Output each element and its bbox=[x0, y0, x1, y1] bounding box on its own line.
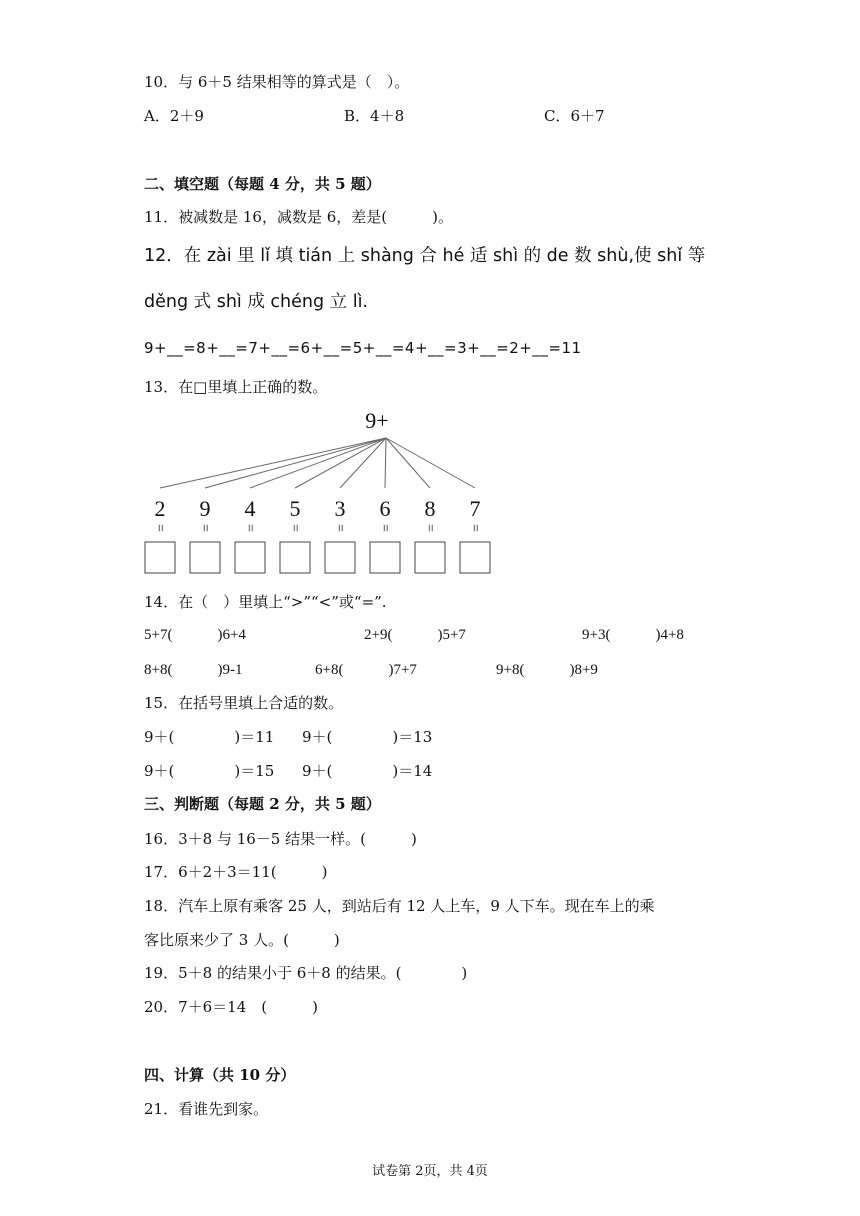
tree-branch-line bbox=[340, 438, 386, 488]
q12-line1: 12．在 zài 里 lǐ 填 tián 上 shàng 合 hé 适 shì 的 de 数 shù,使 shǐ 等 bbox=[144, 246, 706, 266]
q14-item-4: 8+8( )9-1 bbox=[144, 662, 243, 678]
tree-equals-sign: = bbox=[152, 524, 167, 532]
tree-number: 6 bbox=[379, 496, 391, 521]
tree-number: 4 bbox=[244, 496, 256, 521]
tree-branch-line bbox=[205, 438, 386, 488]
answer-box[interactable] bbox=[145, 542, 175, 573]
q18-line1: 18．汽车上原有乘客 25 人，到站后有 12 人上车，9 人下车。现在车上的乘 bbox=[144, 897, 655, 915]
tree-equals-sign: = bbox=[332, 524, 347, 532]
tree-equals-sign: = bbox=[422, 524, 437, 532]
q15-item-4: 9＋( )＝14 bbox=[302, 762, 433, 780]
tree-equals-sign: = bbox=[377, 524, 392, 532]
q19: 19．5＋8 的结果小于 6＋8 的结果。( ) bbox=[144, 964, 468, 982]
q14-stem: 14．在（ ）里填上“>”“<”或“=”. bbox=[144, 593, 387, 611]
answer-box[interactable] bbox=[460, 542, 490, 573]
q13-tree-diagram bbox=[140, 402, 500, 580]
tree-branch-line bbox=[160, 438, 386, 488]
tree-equals-sign: = bbox=[197, 524, 212, 532]
q10-stem: 10．与 6＋5 结果相等的算式是（ ）。 bbox=[144, 73, 410, 91]
q10-option-c: C．6＋7 bbox=[544, 107, 605, 125]
q10-option-b: B．4＋8 bbox=[344, 107, 405, 125]
tree-number: 3 bbox=[334, 496, 346, 521]
q17: 17．6＋2＋3＝11( ) bbox=[144, 863, 328, 881]
tree-branch-line bbox=[385, 438, 386, 488]
q15-stem: 15．在括号里填上合适的数。 bbox=[144, 694, 344, 712]
answer-box[interactable] bbox=[370, 542, 400, 573]
q18-line2: 客比原来少了 3 人。( ) bbox=[144, 931, 340, 949]
tree-branch-line bbox=[295, 438, 386, 488]
answer-box[interactable] bbox=[190, 542, 220, 573]
section4-heading: 四、计算（共 10 分） bbox=[144, 1066, 296, 1084]
q15-item-3: 9＋( )＝15 bbox=[144, 762, 275, 780]
section2-heading: 二、填空题（每题 4 分，共 5 题） bbox=[144, 175, 381, 193]
q12-equation: 9+__=8+__=7+__=6+__=5+__=4+__=3+__=2+__=11 bbox=[144, 339, 582, 357]
tree-branch-line bbox=[250, 438, 386, 488]
tree-number: 5 bbox=[289, 496, 301, 521]
q10-option-a: A．2＋9 bbox=[144, 107, 204, 125]
tree-number: 8 bbox=[424, 496, 436, 521]
q13-stem: 13．在□里填上正确的数。 bbox=[144, 378, 328, 396]
q15-item-2: 9＋( )＝13 bbox=[302, 728, 433, 746]
q12-line2: děng 式 shì 成 chéng 立 lì. bbox=[144, 292, 368, 312]
q20: 20．7＋6＝14 ( ) bbox=[144, 998, 318, 1016]
tree-number: 2 bbox=[154, 496, 166, 521]
tree-branch-line bbox=[386, 438, 475, 488]
q16: 16．3＋8 与 16－5 结果一样。( ) bbox=[144, 830, 417, 848]
q14-item-2: 2+9( )5+7 bbox=[364, 627, 466, 643]
q11: 11．被减数是 16，减数是 6，差是( )。 bbox=[144, 208, 453, 226]
tree-equals-sign: = bbox=[242, 524, 257, 532]
q15-item-1: 9＋( )＝11 bbox=[144, 728, 275, 746]
q21: 21．看谁先到家。 bbox=[144, 1100, 269, 1118]
answer-box[interactable] bbox=[415, 542, 445, 573]
tree-branch-line bbox=[386, 438, 430, 488]
answer-box[interactable] bbox=[280, 542, 310, 573]
tree-equals-sign: = bbox=[467, 524, 482, 532]
tree-equals-sign: = bbox=[287, 524, 302, 532]
tree-top-label: 9+ bbox=[365, 408, 389, 433]
tree-number: 7 bbox=[469, 496, 481, 521]
q14-item-3: 9+3( )4+8 bbox=[582, 627, 684, 643]
q14-item-1: 5+7( )6+4 bbox=[144, 627, 246, 643]
page-footer: 试卷第 2页，共 4页 bbox=[372, 1164, 488, 1179]
q14-item-6: 9+8( )8+9 bbox=[496, 662, 598, 678]
tree-number: 9 bbox=[199, 496, 211, 521]
answer-box[interactable] bbox=[235, 542, 265, 573]
q14-item-5: 6+8( )7+7 bbox=[315, 662, 417, 678]
answer-box[interactable] bbox=[325, 542, 355, 573]
section3-heading: 三、判断题（每题 2 分，共 5 题） bbox=[144, 795, 381, 813]
